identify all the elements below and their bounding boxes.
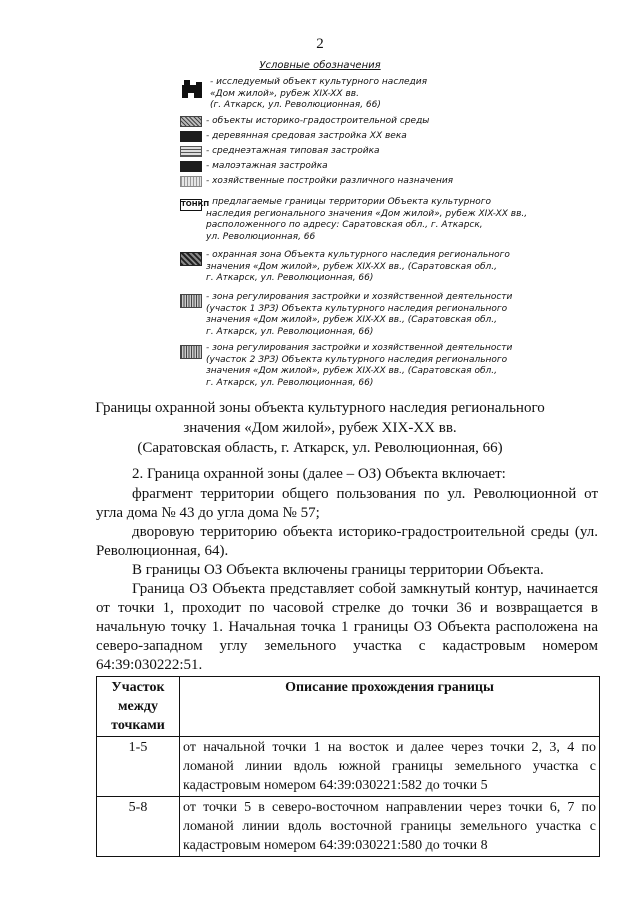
legend-item-line: значения «Дом жилой», рубеж XIX-XX вв., (Саратовская обл., bbox=[206, 366, 497, 376]
legend-item-line: г. Аткарск, ул. Революционная, 66) bbox=[206, 377, 374, 388]
legend-item-regulation-2 bbox=[180, 343, 600, 391]
table-header-row bbox=[97, 677, 600, 737]
legend-item-line: (участок 2 ЗРЗ) Объекта культурного наследия регионального bbox=[206, 354, 508, 365]
legend-item-line: - среднеэтажная типовая застройка bbox=[206, 146, 380, 156]
legend-item-line: расположенного по адресу: Саратовская обл., г. Аткарск, bbox=[206, 220, 483, 230]
legend-item-line: «Дом жилой», рубеж XIX-XX вв. bbox=[210, 88, 359, 99]
legend-item-line: значения «Дом жилой», рубеж XIX-XX вв., (Саратовская обл., bbox=[206, 261, 497, 272]
paragraph-oz: 2. Граница охранной зоны (далее – ОЗ) Объекта включает: bbox=[132, 466, 506, 482]
heading-line: Границы охранной зоны объекта культурного наследия регионального bbox=[95, 400, 545, 416]
hatched-swatch-icon bbox=[180, 116, 202, 127]
page-number: 2 bbox=[316, 36, 324, 52]
legend-item-line: ул. Революционная, 66 bbox=[206, 231, 316, 242]
header-segment: Участок между точками bbox=[97, 677, 180, 737]
table-row bbox=[97, 797, 600, 857]
regulation-zone-1-icon bbox=[180, 294, 202, 308]
regulation-zone-2-icon bbox=[180, 345, 202, 359]
legend-item-line: наследия регионального значения «Дом жилой», рубеж XIX-XX вв., bbox=[206, 208, 528, 219]
section-heading bbox=[0, 398, 640, 458]
light-swatch-icon bbox=[180, 176, 202, 187]
legend-item-object bbox=[180, 77, 600, 113]
building-object-icon bbox=[180, 79, 206, 99]
legend-item-line: - хозяйственные постройки различного назначения bbox=[206, 176, 454, 186]
legend-item-line: г. Аткарск, ул. Революционная, 66) bbox=[206, 273, 374, 283]
boundary-label-icon: ТОНКП bbox=[180, 199, 202, 211]
protection-zone-icon bbox=[180, 252, 202, 266]
legend-item-line: - объекты историко-градостроительной среды bbox=[206, 116, 430, 126]
legend-item-regulation-1 bbox=[180, 292, 600, 340]
heading-line: (Саратовская область, г. Аткарск, ул. Революционная, 66) bbox=[137, 440, 503, 456]
legend-item-line: - исследуемый объект культурного наследия bbox=[210, 77, 428, 87]
legend-item-line: - деревянная средовая застройка XX века bbox=[206, 131, 407, 141]
dark-swatch-icon bbox=[180, 131, 202, 142]
legend-item-line: - зона регулирования застройки и хозяйственной деятельности bbox=[206, 292, 513, 302]
legend-item-line: (участок 1 ЗРЗ) Объекта культурного наследия регионального bbox=[206, 303, 508, 314]
legend-title: Условные обозначения bbox=[259, 60, 381, 71]
cell-segment: 5-8 bbox=[97, 797, 180, 857]
boundary-table bbox=[96, 676, 600, 857]
dark-swatch-icon bbox=[180, 161, 202, 172]
paragraph-yard: дворовую территорию объекта историко-градостроительной среды (ул. Революционная, 64). bbox=[96, 524, 598, 559]
paragraph-contour: Граница ОЗ Объекта представляет собой замкнутый контур, начинается от точки 1, проходит по часовой стрелке до точки 36 и возвращается в начальную точку 1. Начальная точка 1 границы ОЗ Объекта расположена на северо-западном углу земельного участка с кадастровым номером 64:39:030222:51. bbox=[96, 581, 598, 673]
heading-line: значения «Дом жилой», рубеж XIX-XX вв. bbox=[183, 420, 457, 436]
grid-swatch-icon bbox=[180, 146, 202, 157]
legend-item-protection-zone bbox=[180, 250, 600, 286]
legend-item-lowrise bbox=[180, 161, 600, 173]
legend-item-line: г. Аткарск, ул. Революционная, 66) bbox=[206, 326, 374, 337]
legend-item-line: - охранная зона Объекта культурного наследия регионального bbox=[206, 250, 510, 260]
legend-item-line: (г. Аткарск, ул. Революционная, 66) bbox=[210, 100, 381, 110]
legend-item-line: - зона регулирования застройки и хозяйственной деятельности bbox=[206, 343, 513, 353]
legend-item-line: значения «Дом жилой», рубеж XIX-XX вв., (Саратовская обл., bbox=[206, 315, 497, 325]
header-description: Описание прохождения границы bbox=[180, 677, 600, 737]
legend-item-line: - предлагаемые границы территории Объекта культурного bbox=[206, 197, 491, 207]
paragraph-included: В границы ОЗ Объекта включены границы территории Объекта. bbox=[132, 562, 544, 578]
legend-item-midrise bbox=[180, 146, 600, 158]
cell-segment: 1-5 bbox=[97, 737, 180, 797]
legend-item-wooden bbox=[180, 131, 600, 143]
table-row bbox=[97, 737, 600, 797]
cell-description: от начальной точки 1 на восток и далее через точки 2, 3, 4 по ломаной линии вдоль южной границы земельного участка с кадастровым номером 64:39:030221:582 до точки 5 bbox=[180, 737, 600, 797]
paragraph-fragment: фрагмент территории общего пользования по ул. Революционной от угла дома № 43 до угла дома № 57; bbox=[96, 486, 598, 521]
legend-item-territory bbox=[180, 197, 600, 245]
legend-item-line: - малоэтажная застройка bbox=[206, 161, 328, 171]
legend-item-utility bbox=[180, 176, 600, 188]
legend-item-historic bbox=[180, 116, 600, 128]
cell-description: от точки 5 в северо-восточном направлении через точки 6, 7 по ломаной линии вдоль восточной границы земельного участка с кадастровым номером 64:39:030221:580 до точки 8 bbox=[180, 797, 600, 857]
